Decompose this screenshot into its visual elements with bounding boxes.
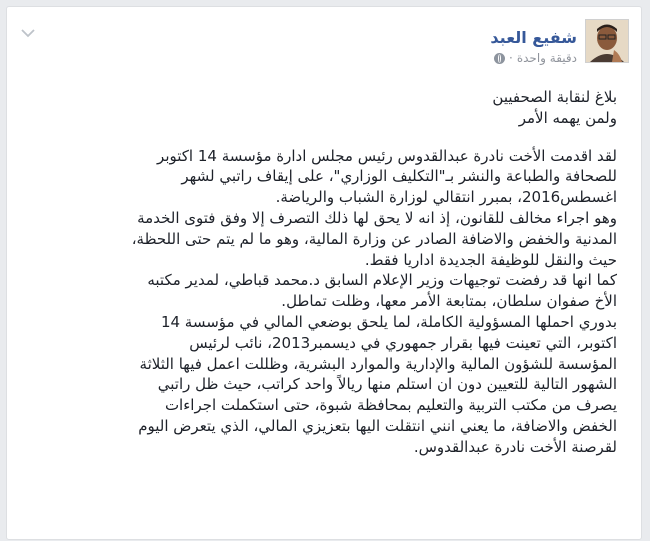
greeting-line: ولمن يهمه الأمر [518,108,617,127]
post-card [6,6,642,540]
text-line: كما انها قد رفضت توجيهات وزير الإعلام السابق د.محمد قباطي، لمدير مكتبه [147,271,617,290]
text-line: المدنية والخفض والاضافة الصادر عن وزارة المالية، وهو ما لم يتم حتى اللحظة، [131,229,617,248]
chevron-down-icon[interactable] [21,23,35,33]
post-header [490,19,629,65]
greeting-line: بلاغ لنقابة الصحفيين [492,88,617,106]
timestamp-row [490,51,577,65]
avatar[interactable] [585,19,629,63]
text-line: لقد اقدمت الأخت نادرة عبدالقدوس رئيس مجلس ادارة مؤسسة 14 اكتوبر [157,146,617,165]
text-line: الشهور التالية للتعيين دون ان استلم منها ريالاً واحد كراتب، حيث ظل راتبي [157,375,617,394]
author-name[interactable]: شفيع العبد [490,28,577,47]
globe-icon[interactable] [494,53,505,64]
text-line: للصحافة والطباعة والنشر بـ"التكليف الوزاري"، على إيقاف راتبي لشهر [181,167,617,186]
text-line: لقرصنة الأخت نادرة عبدالقدوس. [413,437,617,456]
post-text [31,146,617,458]
post-greeting [31,87,617,129]
text-line: الخفض والاضافة، ما يعني انني انتقلت اليها بتعزيزي المالي، الذي يتعرض اليوم [138,416,617,435]
text-line: اكتوبر، التي تعينت فيها بقرار جمهوري في ديسمبر2013، نائب لرئيس [189,333,617,352]
text-line: يصرف من مكتب التربية والتعليم بمحافظة شبوة، حتى استكملت اجراءات [164,396,617,415]
text-line: الأخ صفوان سلطان، بمتابعة الأمر معها، وظلت تماطل. [281,292,617,311]
text-line: المؤسسة للشؤون المالية والإدارية والموارد البشرية، وظللت اعمل فيها الثلاثة [139,354,617,373]
text-line: اغسطس2016، بمبرر انتقالي لوزارة الشباب والرياضة. [275,188,617,207]
text-line: بدوري احملها المسؤولية الكاملة، لما يلحق بوضعي المالي في مؤسسة 14 [160,312,617,331]
text-line: وهو اجراء مخالف للقانون، إذ انه لا يحق لها ذلك التصرف إلا وفق فتوى الخدمة [137,208,617,227]
post-body [31,87,617,475]
separator-dot: · [509,51,513,65]
text-line: حيث والنقل للوظيفة الجديدة اداريا فقط. [364,250,617,269]
post-meta [490,19,577,65]
timestamp[interactable]: دقيقة واحدة [516,51,577,65]
